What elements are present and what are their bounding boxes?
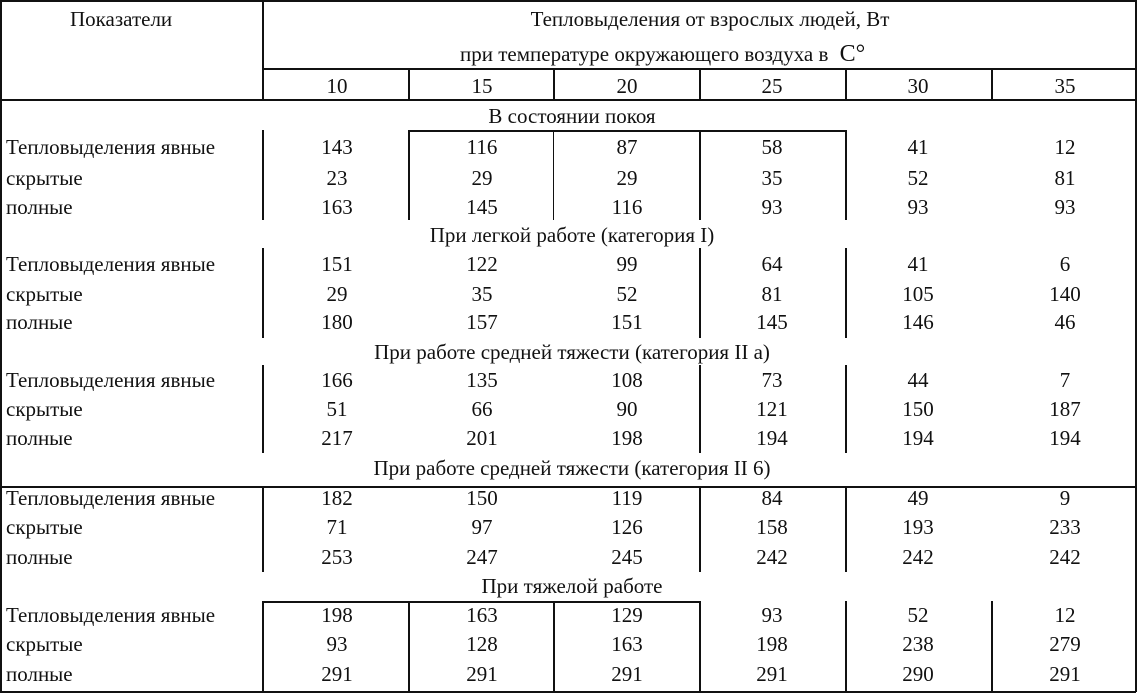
row-label: полные [6, 545, 73, 569]
table-cell: 238 [902, 632, 934, 656]
table-cell: 145 [756, 310, 788, 334]
table-cell: 182 [321, 486, 353, 510]
row-label: скрытые [6, 282, 83, 306]
table-cell: 150 [902, 397, 934, 421]
table-title-line1: Тепловыделения от взрослых людей, Вт [530, 7, 890, 31]
table-cell: 180 [321, 310, 353, 334]
table-cell: 150 [466, 486, 498, 510]
table-cell: 108 [611, 368, 643, 392]
grid-line-vertical [262, 601, 264, 691]
table-cell: 81 [761, 282, 783, 306]
temperature-header-4: 25 [761, 74, 783, 98]
row-label: Тепловыделения явные [6, 252, 216, 276]
table-cell: 247 [466, 545, 498, 569]
table-cell: 129 [611, 603, 643, 627]
table-cell: 242 [1049, 545, 1081, 569]
table-cell: 121 [756, 397, 788, 421]
row-label: скрытые [6, 632, 83, 656]
table-title-line2 [460, 42, 865, 66]
grid-line-vertical [845, 68, 847, 99]
row-label: полные [6, 426, 73, 450]
table-cell: 242 [902, 545, 934, 569]
grid-line-vertical [262, 365, 264, 453]
table-cell: 93 [1054, 195, 1076, 219]
table-cell: 12 [1054, 603, 1076, 627]
grid-line-vertical [699, 601, 701, 691]
table-cell: 128 [466, 632, 498, 656]
temperature-header-5: 30 [907, 74, 929, 98]
table-cell: 81 [1054, 166, 1076, 190]
grid-line-vertical [699, 365, 701, 453]
table-cell: 52 [907, 166, 929, 190]
row-label: полные [6, 310, 73, 334]
grid-line-vertical [845, 486, 847, 572]
table-cell: 187 [1049, 397, 1081, 421]
table-cell: 126 [611, 515, 643, 539]
table-cell: 291 [466, 662, 498, 686]
temperature-unit: С° [839, 41, 866, 67]
table-cell: 87 [616, 135, 638, 159]
row-label: Тепловыделения явные [6, 603, 216, 627]
table-cell: 198 [611, 426, 643, 450]
table-cell: 242 [756, 545, 788, 569]
table-cell: 194 [1049, 426, 1081, 450]
table-cell: 29 [471, 166, 493, 190]
table-cell: 93 [907, 195, 929, 219]
row-label: скрытые [6, 166, 83, 190]
table-cell: 29 [326, 282, 348, 306]
table-cell: 233 [1049, 515, 1081, 539]
grid-line-vertical [991, 601, 993, 691]
table-cell: 29 [616, 166, 638, 190]
grid-line-vertical [408, 601, 410, 691]
table-cell: 122 [466, 252, 498, 276]
grid-line-vertical [553, 68, 555, 99]
row-label: скрытые [6, 515, 83, 539]
table-cell: 194 [902, 426, 934, 450]
temperature-header-1: 10 [326, 74, 348, 98]
table-cell: 163 [611, 632, 643, 656]
table-cell: 135 [466, 368, 498, 392]
grid-line-horizontal [262, 601, 699, 603]
grid-line-vertical [262, 486, 264, 572]
temperature-header-2: 15 [471, 74, 493, 98]
grid-line-vertical [845, 248, 847, 338]
table-cell: 291 [756, 662, 788, 686]
table-cell: 140 [1049, 282, 1081, 306]
table-cell: 151 [611, 310, 643, 334]
grid-line-vertical [845, 130, 847, 220]
section-title: В состоянии покоя [488, 104, 656, 128]
table-cell: 194 [756, 426, 788, 450]
grid-line-vertical [553, 130, 554, 220]
table-cell: 66 [471, 397, 493, 421]
table-cell: 157 [466, 310, 498, 334]
grid-line-horizontal [0, 99, 1136, 101]
table-cell: 97 [471, 515, 493, 539]
table-cell: 41 [907, 252, 929, 276]
table-cell: 163 [466, 603, 498, 627]
table-cell: 151 [321, 252, 353, 276]
table-cell: 217 [321, 426, 353, 450]
table-cell: 7 [1059, 368, 1071, 392]
table-cell: 44 [907, 368, 929, 392]
table-cell: 291 [611, 662, 643, 686]
table-cell: 166 [321, 368, 353, 392]
grid-line-vertical [0, 0, 2, 692]
table-cell: 116 [611, 195, 643, 219]
table-cell: 198 [756, 632, 788, 656]
section-title: При работе средней тяжести (категория II а) [374, 340, 770, 364]
grid-line-vertical [262, 0, 264, 100]
table-cell: 201 [466, 426, 498, 450]
table-cell: 64 [761, 252, 783, 276]
section-title: При легкой работе (категория I) [429, 223, 715, 247]
table-cell: 116 [466, 135, 498, 159]
table-cell: 35 [471, 282, 493, 306]
grid-line-vertical [845, 365, 847, 453]
grid-line-vertical [991, 68, 993, 99]
table-cell: 12 [1054, 135, 1076, 159]
table-cell: 58 [761, 135, 783, 159]
row-label: скрытые [6, 397, 83, 421]
table-cell: 158 [756, 515, 788, 539]
section-title: При тяжелой работе [481, 574, 663, 598]
table-cell: 193 [902, 515, 934, 539]
table-cell: 93 [761, 195, 783, 219]
table-title-line2-text: при температуре окружающего воздуха в [460, 42, 829, 66]
table-cell: 105 [902, 282, 934, 306]
table-cell: 84 [761, 486, 783, 510]
table-cell: 93 [326, 632, 348, 656]
grid-line-vertical [262, 248, 264, 338]
table-cell: 291 [1049, 662, 1081, 686]
table-cell: 35 [761, 166, 783, 190]
row-label: полные [6, 662, 73, 686]
table-cell: 46 [1054, 310, 1076, 334]
table-cell: 253 [321, 545, 353, 569]
grid-line-horizontal [408, 130, 845, 132]
grid-line-vertical [262, 130, 264, 220]
table-cell: 51 [326, 397, 348, 421]
row-label: полные [6, 195, 73, 219]
table-cell: 49 [907, 486, 929, 510]
table-cell: 52 [616, 282, 638, 306]
grid-line-horizontal [0, 0, 1136, 2]
row-label: Тепловыделения явные [6, 486, 216, 510]
table-cell: 93 [761, 603, 783, 627]
table-cell: 9 [1059, 486, 1071, 510]
grid-line-vertical [553, 601, 555, 691]
grid-line-vertical [408, 130, 410, 220]
row-label: Тепловыделения явные [6, 368, 216, 392]
table-cell: 99 [616, 252, 638, 276]
grid-line-vertical [845, 601, 847, 691]
table-cell: 245 [611, 545, 643, 569]
table-cell: 90 [616, 397, 638, 421]
temperature-header-3: 20 [616, 74, 638, 98]
grid-line-horizontal [0, 691, 1136, 693]
table-cell: 41 [907, 135, 929, 159]
table-cell: 146 [902, 310, 934, 334]
table-cell: 145 [466, 195, 498, 219]
table-cell: 23 [326, 166, 348, 190]
table-cell: 143 [321, 135, 353, 159]
table-cell: 52 [907, 603, 929, 627]
grid-line-vertical [699, 248, 701, 338]
section-title: При работе средней тяжести (категория II 6) [373, 456, 771, 480]
table-cell: 71 [326, 515, 348, 539]
temperature-header-6: 35 [1054, 74, 1076, 98]
table-cell: 163 [321, 195, 353, 219]
grid-line-vertical [699, 130, 701, 220]
row-label: Тепловыделения явные [6, 135, 216, 159]
grid-line-vertical [408, 68, 410, 99]
table-cell: 279 [1049, 632, 1081, 656]
grid-line-vertical [699, 68, 701, 99]
table-cell: 6 [1059, 252, 1071, 276]
table-cell: 119 [611, 486, 643, 510]
indicators-header: Показатели [70, 7, 173, 31]
grid-line-vertical [699, 486, 701, 572]
table-cell: 198 [321, 603, 353, 627]
table-cell: 73 [761, 368, 783, 392]
grid-line-horizontal [0, 486, 1136, 488]
table-cell: 291 [321, 662, 353, 686]
table-cell: 290 [902, 662, 934, 686]
